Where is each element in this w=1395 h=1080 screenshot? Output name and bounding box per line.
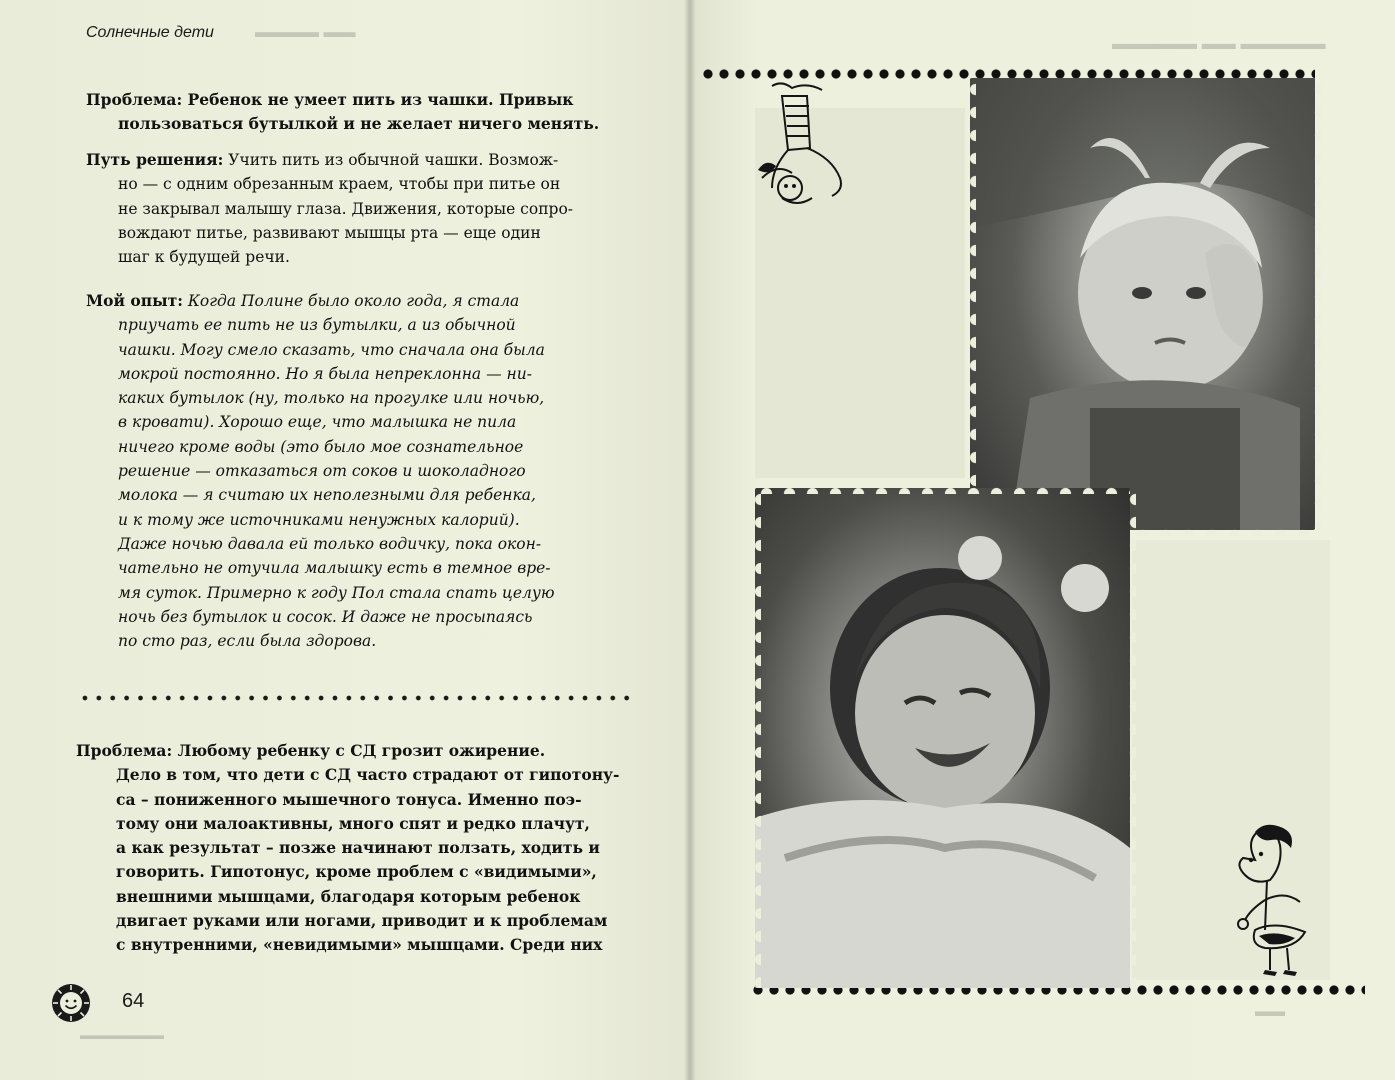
- experience-line: и к тому же источниками ненужных калорий).: [118, 510, 520, 529]
- experience-line: каких бутылок (ну, только на прогулке или ночью,: [118, 389, 545, 408]
- experience-line: чательно не отучила малышку есть в темное вре-: [118, 559, 551, 578]
- solution-block: [86, 148, 646, 269]
- solution-text: [86, 148, 646, 269]
- experience-line: чашки. Могу смело сказать, что сначала она была: [118, 340, 545, 359]
- bleed-through-page-number: ▬▬: [1255, 1003, 1285, 1020]
- experience-label: Мой опыт:: [86, 291, 183, 310]
- problem-2-line: двигает руками или ногами, приводит и к проблемам: [116, 911, 608, 931]
- photo-toddler-pigtails: [970, 78, 1315, 530]
- running-head: Солнечные дети: [86, 24, 214, 41]
- stamp-perforation: [964, 78, 976, 530]
- problem-2-block: [76, 739, 640, 958]
- experience-line: по сто раз, если была здорова.: [118, 632, 377, 651]
- solution-label: Путь решения:: [86, 150, 224, 169]
- experience-line: в кровати). Хорошо еще, что малышка не пила: [118, 413, 517, 432]
- photo-toddler-illustration: [970, 78, 1315, 530]
- experience-line: молока — я считаю их неполезными для ребенка,: [118, 486, 536, 505]
- problem-2-line: с внутренними, «невидимыми» мышцами. Среди них: [116, 935, 603, 955]
- problem-1-line: пользоваться бутылкой и не желает ничего менять.: [118, 114, 600, 134]
- solution-line: не закрывал малышу глаза. Движения, которые сопро-: [118, 199, 574, 218]
- left-page: [0, 0, 690, 1080]
- problem-2-line: са – пониженного мышечного тонуса. Именно поэ-: [116, 789, 582, 809]
- solution-line: но — с одним обрезанным краем, чтобы при питье он: [118, 175, 561, 194]
- solution-line: шаг к будущей речи.: [118, 248, 290, 267]
- stamp-perforation: [1309, 78, 1321, 530]
- problem-1-text: [86, 88, 646, 137]
- experience-line: ночь без бутылок и сосок. И даже не просыпаясь: [118, 607, 533, 626]
- problem-2-line: Любому ребенку с СД грозит ожирение.: [177, 741, 546, 760]
- sun-icon: [51, 983, 91, 1023]
- striped-figure-icon: [752, 78, 852, 218]
- problem-1-line: Ребенок не умеет пить из чашки. Привык: [187, 90, 574, 109]
- stamp-perforation: [755, 482, 1130, 494]
- problem-2-line: тому они малоактивны, много спят и редко плачут,: [116, 813, 590, 833]
- stamp-perforation: [749, 488, 761, 988]
- problem-2-text: [76, 739, 640, 958]
- solution-line: вождают питье, развивают мышцы рта — еще один: [118, 223, 541, 242]
- dotted-separator: [78, 692, 638, 704]
- problem-2-line: говорить. Гипотонус, кроме проблем с «видимыми»,: [116, 862, 597, 882]
- experience-line: Когда Полине было около года, я стала: [187, 292, 520, 310]
- experience-line: мокрой постоянно. Но я была непреклонна — ни-: [118, 364, 532, 383]
- solution-line: Учить пить из обычной чашки. Возмож-: [228, 151, 559, 169]
- experience-line: мя суток. Примерно к году Пол стала спать целую: [118, 583, 555, 602]
- problem-2-line: Дело в том, что дети с СД часто страдают от гипотону-: [116, 765, 620, 785]
- experience-block: [86, 289, 611, 653]
- experience-line: ничего кроме воды (это было мое сознательное: [118, 437, 524, 456]
- photo-smiling-girl: [755, 488, 1130, 988]
- experience-line: приучать ее пить не из бутылки, а из обычной: [118, 316, 516, 335]
- problem-2-line: внешними мышцами, благодаря которым ребенок: [116, 886, 581, 906]
- bleed-through-heading: ▬▬▬▬▬ ▬▬ ▬▬▬▬▬: [1111, 34, 1325, 53]
- experience-line: решение — отказаться от соков и шоколадного: [118, 462, 526, 481]
- experience-text: [86, 289, 611, 653]
- bleed-through-footer: ▬▬▬▬▬▬▬: [80, 1028, 164, 1042]
- bleed-through-text: ▬▬▬▬ ▬▬: [255, 24, 356, 41]
- problem-2-label: Проблема:: [76, 741, 173, 760]
- horse-in-skirt-icon: [1225, 820, 1325, 980]
- book-gutter: [684, 0, 696, 1080]
- problem-1-block: [86, 88, 646, 137]
- experience-line: Даже ночью давала ей только водичку, пока окон-: [118, 534, 542, 553]
- stamp-perforation: [1124, 488, 1136, 988]
- problem-2-line: а как результат – позже начинают ползать, ходить и: [116, 838, 600, 858]
- photo-girl-illustration: [755, 488, 1130, 988]
- page-number: 64: [122, 990, 145, 1012]
- problem-1-label: Проблема:: [86, 90, 183, 109]
